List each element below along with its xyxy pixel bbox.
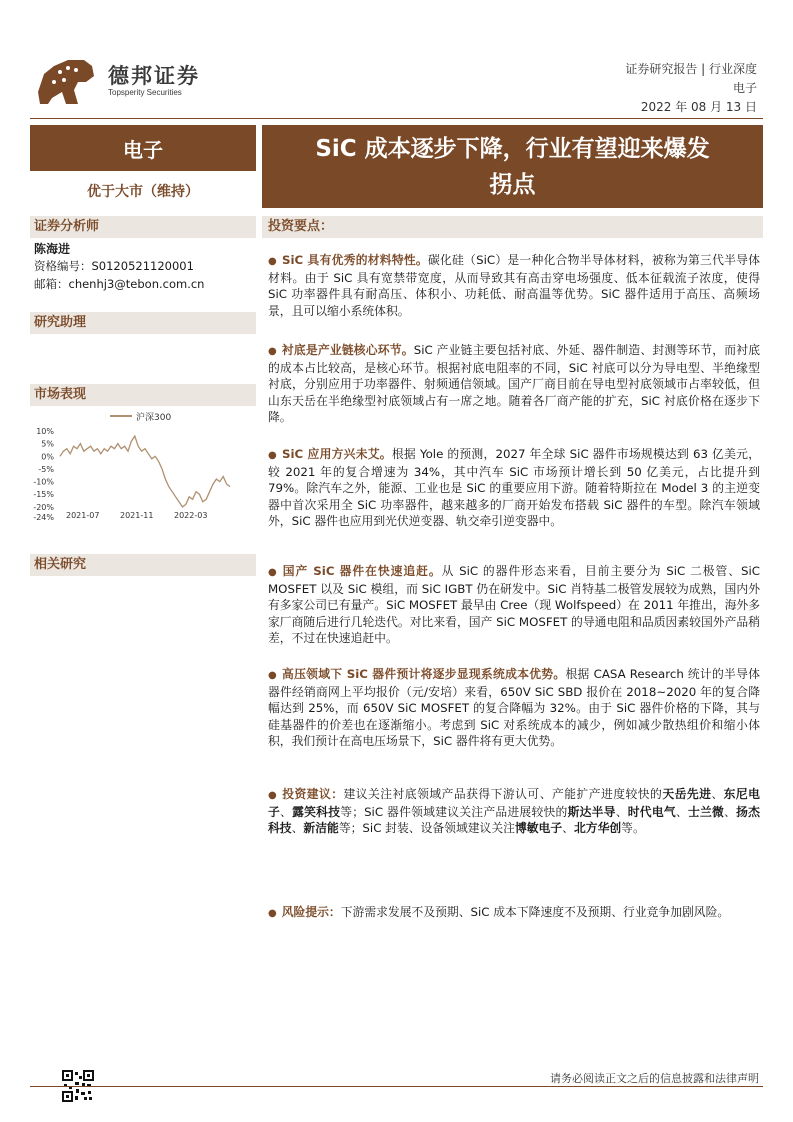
- header-sector: 电子: [732, 81, 757, 95]
- report-date: 2022 年 08 月 13 日: [640, 100, 757, 114]
- y-tick-label: -5%: [38, 464, 54, 474]
- sector-label: 电子: [30, 125, 256, 171]
- x-tick-label: 2022-03: [174, 511, 208, 520]
- point-material-properties: ● SiC 具有优秀的材料特性。碳化硅（SiC）是一种化合物半导体材料，被称为第三代半导体材料。由于 SiC 具有宽禁带宽度，从而导致其有高击穿电场强度、低本征载流子浓度，使得 SiC 功率器件具有耐高压、体积小、功耗低、耐高温等优势。SiC 器件适用于高压、高频场景，且可以缩小系统体积。: [268, 253, 760, 318]
- analyst-section-title: 证券分析师: [30, 216, 256, 238]
- point-cost-advantage: ● 高压领域下 SiC 器件预计将逐步显现系统成本优势。根据 CASA Research 统计的半导体器件经销商网上平均报价（元/安培）来看，650V SiC SBD 报价在 2018~2020 年的复合降幅达到 25%，而 650V SiC MOSFET 的复合降幅为 32%。由于 SiC 器件价格的下降，其与硅基器件的价差也在逐渐缩小。考虑到 SiC 对系统成本的减少，例如减少散热组价和缩小体积，我们预计在高电压场景下，SiC 器件将有更大优势。: [268, 667, 760, 748]
- report-type: 证券研究报告 | 行业深度: [625, 62, 757, 76]
- logo-icon: [34, 52, 98, 108]
- y-tick-label: -10%: [33, 477, 54, 487]
- report-title: [262, 125, 763, 208]
- point-domestic-devices: ● 国产 SiC 器件在快速追赶。从 SiC 的器件形态来看，目前主要分为 SiC 二极管、SiC MOSFET 以及 SiC 模组，而 SiC IGBT 仍在研发中。SiC 肖特基二极管发展较为成熟，国内外有多家公司已有量产。SiC MOSFET 最早由 Cree（现 Wolfspeed）在 2011 年推出，海外多家厂商随后进行几轮迭代。对比来看，国产 SiC MOSFET 的导通电阻和品质因素较国外产品稍差，不过在快速追赶中。: [268, 564, 761, 645]
- bullet-icon: ●: [268, 346, 277, 357]
- point-substrate: ● 衬底是产业链核心环节。SiC 产业链主要包括衬底、外延、器件制造、封测等环节，而衬底的成本占比较高，是核心环节。根据衬底电阻率的不同，SiC 衬底可以分为导电型、半绝缘型衬底，分别应用于功率器件、射频通信领域。国产厂商目前在导电型衬底领域市占率较低，但山东天岳在半绝缘型衬底领域占有一席之地。随着各厂商产能的扩充，SiC 衬底价格在逐步下降。: [268, 343, 760, 424]
- bullet-icon: ●: [268, 567, 278, 578]
- related-section-title: 相关研究: [30, 554, 256, 576]
- x-tick-label: 2021-11: [120, 511, 154, 520]
- y-tick-label: -20%: [33, 502, 54, 512]
- series-line-hs300: [60, 436, 230, 507]
- bullet-icon: ●: [268, 256, 277, 267]
- y-tick-label: 0%: [41, 452, 54, 462]
- y-tick-label: -24%: [33, 513, 54, 522]
- market-performance-chart: [28, 405, 258, 523]
- investment-advice: ● 投资建议：建议关注衬底领域产品获得下游认可、产能扩产进度较快的天岳先进、东尼电子、露笑科技等；SiC 器件领域建议关注产品进展较快的斯达半导、时代电气、士兰微、扬杰科技、新洁能等；SiC 封装、设备领域建议关注博敏电子、北方华创等。: [268, 787, 760, 836]
- key-points-title: 投资要点：: [262, 216, 763, 238]
- header-divider: [30, 118, 763, 119]
- bullet-icon: ●: [268, 670, 277, 681]
- logo-english-name: Topsperity Securities: [108, 88, 182, 97]
- title-line-1: SiC 成本逐步下降，行业有望迎来爆发: [315, 136, 710, 162]
- y-tick-label: 10%: [36, 427, 54, 436]
- rating: 优于大市（维持）: [87, 184, 199, 200]
- logo-chinese-name: 德邦证券: [108, 64, 200, 88]
- footer-disclaimer: 请务必阅读正文之后的信息披露和法律声明: [550, 1072, 759, 1085]
- risk-warning: ● 风险提示：下游需求发展不及预期、SiC 成本下降速度不及预期、行业竞争加剧风险。: [268, 905, 730, 919]
- point-applications: ● SiC 应用方兴未艾。根据 Yole 的预测，2027 年全球 SiC 器件市场规模达到 63 亿美元，较 2021 年的复合增速为 34%，其中汽车 SiC 市场预计增长到 50 亿美元，占比提升到 79%。除汽车之外，能源、工业也是 SiC 的重要应用下游。随着特斯拉在 Model 3 的主逆变器中首次采用全 SiC 功率器件，越来越多的厂商开始发布搭载 SiC 器件的车型。除汽车领域外，SiC 器件也应用到光伏逆变器、轨交牵引逆变器中。: [268, 447, 760, 528]
- chart-legend: [110, 411, 171, 423]
- footer-divider: [30, 1086, 763, 1087]
- bullet-icon: ●: [268, 790, 278, 801]
- analyst-cert-number: 资格编号：S0120521120001: [34, 259, 194, 273]
- bullet-icon: ●: [268, 908, 277, 919]
- assistant-section-title: 研究助理: [30, 312, 256, 334]
- bullet-icon: ●: [268, 450, 277, 461]
- y-tick-label: -15%: [33, 490, 54, 500]
- analyst-email: 邮箱：chenhj3@tebon.com.cn: [34, 277, 205, 291]
- x-tick-label: 2021-07: [66, 511, 100, 520]
- title-line-2: 拐点: [489, 172, 536, 198]
- market-section-title: 市场表现: [30, 384, 256, 406]
- analyst-name: 陈海进: [34, 242, 71, 256]
- legend-label: 沪深300: [136, 413, 172, 423]
- y-tick-label: 5%: [41, 439, 54, 449]
